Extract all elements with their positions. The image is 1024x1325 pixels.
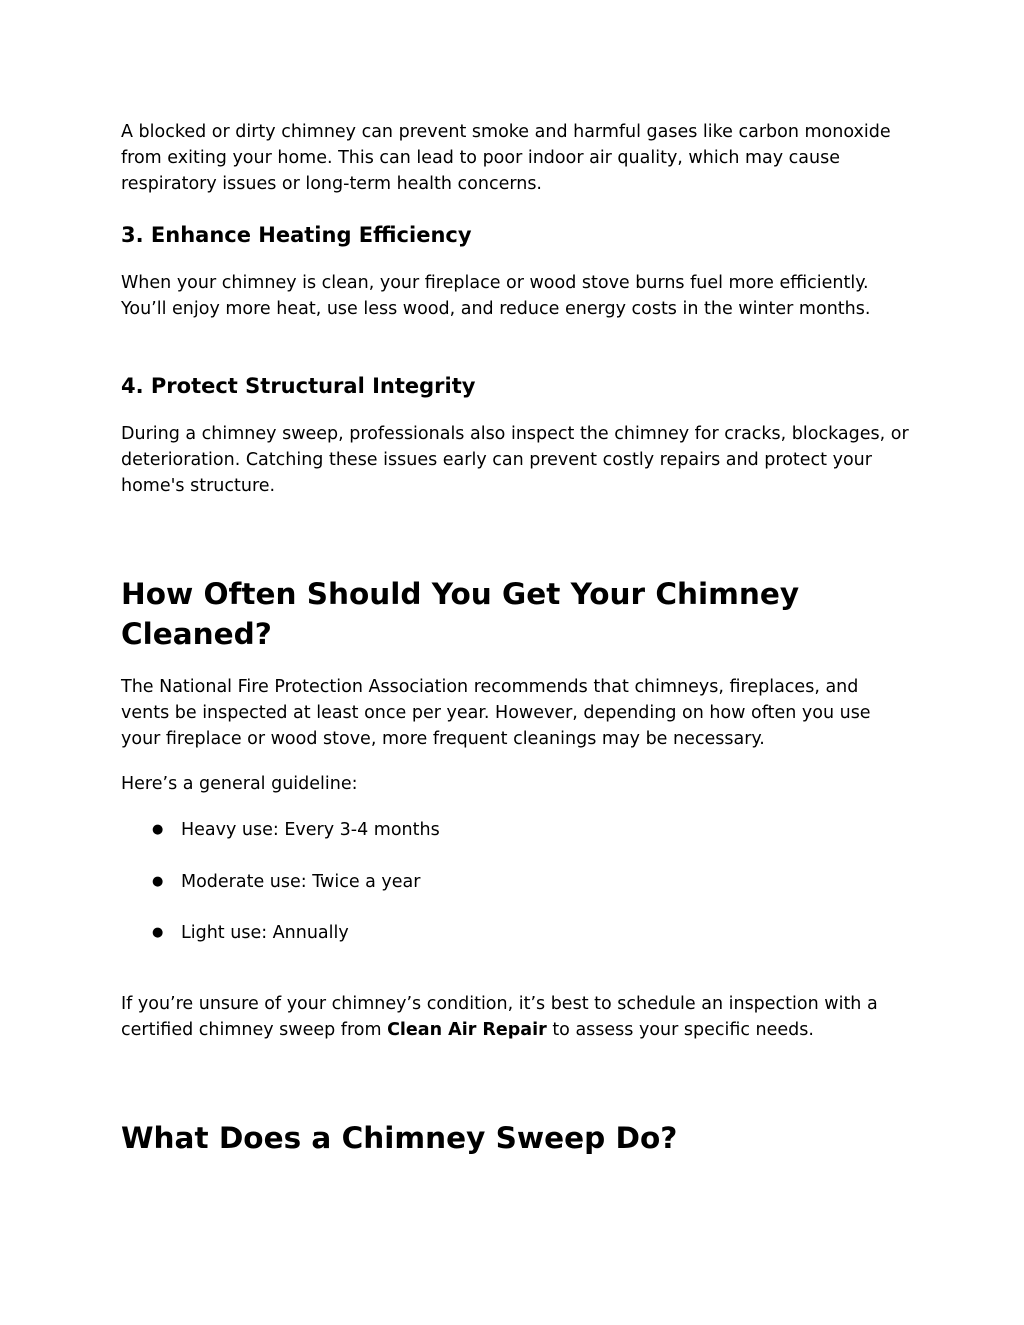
guideline-light-use: Light use: Annually <box>181 923 349 943</box>
bullet-icon: ● <box>152 822 164 837</box>
guideline-moderate-use: Moderate use: Twice a year <box>181 872 421 892</box>
section-body-heating-efficiency: When your chimney is clean, your fireplace or wood stove burns fuel more efficiently. You’ll enjoy more heat, use less wood, and reduce energy costs in the winter months. <box>121 273 871 319</box>
guideline-heavy-use: Heavy use: Every 3-4 months <box>181 820 440 840</box>
bullet-icon: ● <box>152 874 164 889</box>
closing-paragraph <box>121 991 911 1043</box>
intro-paragraph: A blocked or dirty chimney can prevent smoke and harmful gases like carbon monoxide from exiting your home. This can lead to poor indoor air quality, which may cause respiratory issues or long-term health concerns. <box>121 122 891 194</box>
section-heading-structural-integrity: 4. Protect Structural Integrity <box>121 374 476 398</box>
section-heading-heating-efficiency: 3. Enhance Heating Efficiency <box>121 223 472 247</box>
section-body-structural-integrity: During a chimney sweep, professionals also inspect the chimney for cracks, blockages, or deterioration. Catching these issues early can prevent costly repairs and protect your home's structure. <box>121 424 909 496</box>
bullet-icon: ● <box>152 925 164 940</box>
closing-text-after: to assess your specific needs. <box>546 1020 814 1040</box>
guideline-intro: Here’s a general guideline: <box>121 774 358 794</box>
heading-what-does-sweep-do: What Does a Chimney Sweep Do? <box>121 1121 678 1155</box>
brand-name: Clean Air Repair <box>387 1020 547 1040</box>
how-often-paragraph: The National Fire Protection Association recommends that chimneys, fireplaces, and vents be inspected at least once per year. However, depending on how often you use your fireplace or wood stove, more frequent cleanings may be necessary. <box>121 677 871 749</box>
heading-how-often: How Often Should You Get Your Chimney Cleaned? <box>121 577 800 651</box>
closing-text-before: If you’re unsure of your chimney’s condition, it’s best to schedule an inspection with a certified chimney sweep from <box>121 994 878 1040</box>
